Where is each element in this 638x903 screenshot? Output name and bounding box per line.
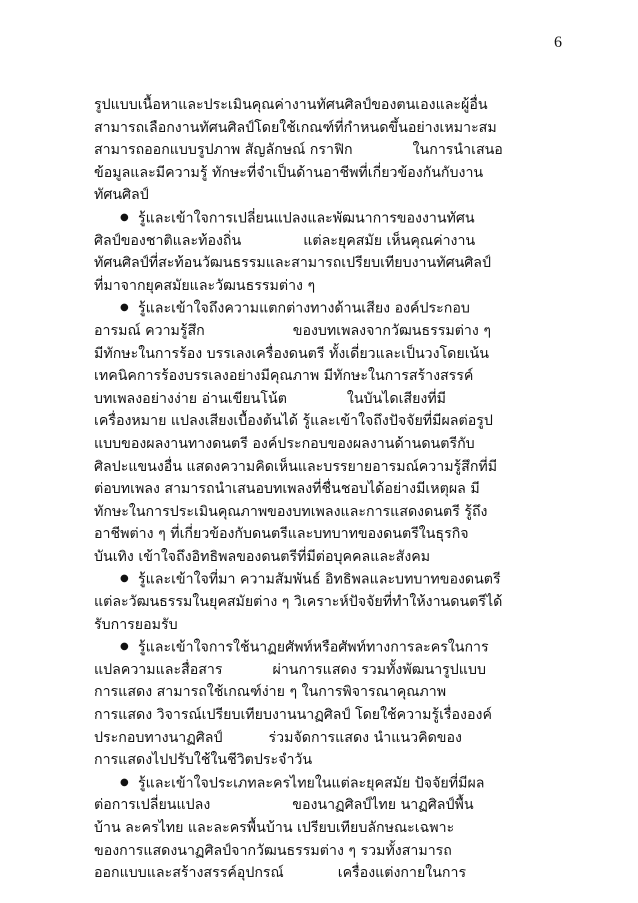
text-line <box>94 727 564 750</box>
text-line <box>94 478 564 501</box>
text-line <box>94 94 564 117</box>
page-number: 6 <box>554 34 562 51</box>
line-text-continued: แต่ละยุคสมัย เห็นคุณค่างาน <box>303 232 476 249</box>
text-line <box>94 275 564 298</box>
text-line <box>94 297 564 320</box>
bullet-icon: ● <box>120 573 129 585</box>
text-line <box>94 546 564 569</box>
line-text: รู้และเข้าใจที่มา ความสัมพันธ์ อิทธิพลและบทบาทของดนตรี <box>138 571 501 588</box>
line-text: แปลความและสื่อสาร <box>94 661 223 678</box>
line-text: การแสดงไปปรับใช้ในชีวิตประจำวัน <box>94 752 313 769</box>
line-text: มีทักษะในการร้อง บรรเลงเครื่องดนตรี ทั้งเดี่ยวและเป็นวงโดยเน้น <box>94 345 489 362</box>
line-text: ทัศนศิลป์ที่สะท้อนวัฒนธรรมและสามารถเปรียบเทียบงานทัศนศิลป์ <box>94 255 491 272</box>
line-text-continued: ของบทเพลงจากวัฒนธรรมต่าง ๆ <box>292 322 491 339</box>
text-line <box>94 772 564 795</box>
line-text: การแสดง สามารถใช้เกณฑ์ง่าย ๆ ในการพิจารณาคุณภาพ <box>94 684 447 701</box>
line-text: ต่อบทเพลง สามารถนำเสนอบทเพลงที่ชื่นชอบได้อย่างมีเหตุผล มี <box>94 481 480 498</box>
text-line <box>94 184 564 207</box>
text-line <box>94 320 564 343</box>
text-line <box>94 568 564 591</box>
text-line <box>94 230 564 253</box>
line-text: ข้อมูลและมีความรู้ ทักษะที่จำเป็นด้านอาชีพที่เกี่ยวข้องกันกับงาน <box>94 164 484 181</box>
line-text: รู้และเข้าใจถึงความแตกต่างทางด้านเสียง องค์ประกอบ <box>138 300 470 317</box>
text-line <box>94 591 564 614</box>
text-line <box>94 433 564 456</box>
line-text: ศิลปะแขนงอื่น แสดงความคิดเห็นและบรรยายอารมณ์ความรู้สึกที่มี <box>94 458 498 475</box>
text-line <box>94 862 564 885</box>
text-line <box>94 388 564 411</box>
text-line <box>94 636 564 659</box>
line-text: ศิลป์ของชาติและท้องถิ่น <box>94 232 242 249</box>
line-text: รู้และเข้าใจการเปลี่ยนแปลงและพัฒนาการของงานทัศน <box>138 210 475 227</box>
line-text-continued: เครื่องแต่งกายในการ <box>337 865 467 882</box>
text-line <box>94 523 564 546</box>
text-line <box>94 614 564 637</box>
line-text: อารมณ์ ความรู้สึก <box>94 322 205 339</box>
text-line <box>94 252 564 275</box>
line-text: ทัศนศิลป์ <box>94 187 149 204</box>
text-line <box>94 139 564 162</box>
line-text: การแสดง วิจารณ์เปรียบเทียบงานนาฏศิลป์ โดยใช้ความรู้เรื่ององค์ <box>94 707 492 724</box>
line-text-continued: ของนาฏศิลป์ไทย นาฏศิลป์พื้น <box>292 797 474 814</box>
line-text: อาชีพต่าง ๆ ที่เกี่ยวข้องกับดนตรีและบทบาทของดนตรีในธุรกิจ <box>94 526 469 543</box>
line-text: ทักษะในการประเมินคุณภาพของบทเพลงและการแสดงดนตรี รู้ถึง <box>94 503 488 520</box>
line-text: ที่มาจากยุคสมัยและวัฒนธรรมต่าง ๆ <box>94 277 316 294</box>
line-text: ออกแบบและสร้างสรรค์อุปกรณ์ <box>94 865 284 882</box>
line-text: รู้และเข้าใจการใช้นาฏยศัพท์หรือศัพท์ทางการละครในการ <box>138 639 489 656</box>
line-text-continued: ในการนำเสนอ <box>412 142 503 159</box>
text-line <box>94 704 564 727</box>
text-line <box>94 207 564 230</box>
line-text: เครื่องหมาย แปลงเสียงเบื้องต้นได้ รู้และเข้าใจถึงปัจจัยที่มีผลต่อรูป <box>94 413 493 430</box>
text-line <box>94 117 564 140</box>
line-text-continued: ร่วมจัดการแสดง นำแนวคิดของ <box>268 729 462 746</box>
line-text: รับการยอมรับ <box>94 616 178 633</box>
line-text: รูปแบบเนื้อหาและประเมินคุณค่างานทัศนศิลป์ของตนเองและผู้อื่น <box>94 97 488 113</box>
line-text-continued: ในบันไดเสียงที่มี <box>346 390 447 407</box>
line-text: สามารถออกแบบรูปภาพ สัญลักษณ์ กราฟิก <box>94 142 353 159</box>
bullet-icon: ● <box>120 302 129 314</box>
text-line <box>94 501 564 524</box>
line-text: ของการแสดงนาฏศิลป์จากวัฒนธรรมต่าง ๆ รวมทั้งสามารถ <box>94 842 452 859</box>
text-line <box>94 749 564 772</box>
line-text-continued: ผ่านการแสดง รวมทั้งพัฒนารูปแบบ <box>272 661 486 678</box>
text-line <box>94 162 564 185</box>
line-text: บันเทิง เข้าใจถึงอิทธิพลของดนตรีที่มีต่อบุคคลและสังคม <box>94 548 431 565</box>
line-text: ต่อการเปลี่ยนแปลง <box>94 797 211 814</box>
line-text: ประกอบทางนาฏศิลป์ <box>94 729 223 746</box>
text-line <box>94 681 564 704</box>
bullet-icon: ● <box>120 776 129 788</box>
text-line <box>94 456 564 479</box>
text-line <box>94 343 564 366</box>
text-line <box>94 659 564 682</box>
text-line <box>94 817 564 840</box>
bullet-icon: ● <box>120 211 129 223</box>
text-line <box>94 365 564 388</box>
text-line <box>94 794 564 817</box>
text-line <box>94 840 564 863</box>
text-line <box>94 410 564 433</box>
bullet-icon: ● <box>120 641 129 653</box>
body-text <box>94 94 564 885</box>
line-text: บทเพลงอย่างง่าย อ่านเขียนโน้ต <box>94 390 287 407</box>
line-text: เทคนิคการร้องบรรเลงอย่างมีคุณภาพ มีทักษะในการสร้างสรรค์ <box>94 368 474 385</box>
line-text: รู้และเข้าใจประเภทละครไทยในแต่ละยุคสมัย ปัจจัยที่มีผล <box>138 775 485 792</box>
line-text: บ้าน ละครไทย และละครพื้นบ้าน เปรียบเทียบลักษณะเฉพาะ <box>94 820 455 836</box>
line-text: แต่ละวัฒนธรรมในยุคสมัยต่าง ๆ วิเคราะห์ปัจจัยที่ทำให้งานดนตรีได้ <box>94 594 503 611</box>
line-text: สามารถเลือกงานทัศนศิลป์โดยใช้เกณฑ์ที่กำหนดขึ้นอย่างเหมาะสม <box>94 119 497 136</box>
line-text: แบบของผลงานทางดนตรี องค์ประกอบของผลงานด้านดนตรีกับ <box>94 435 475 452</box>
